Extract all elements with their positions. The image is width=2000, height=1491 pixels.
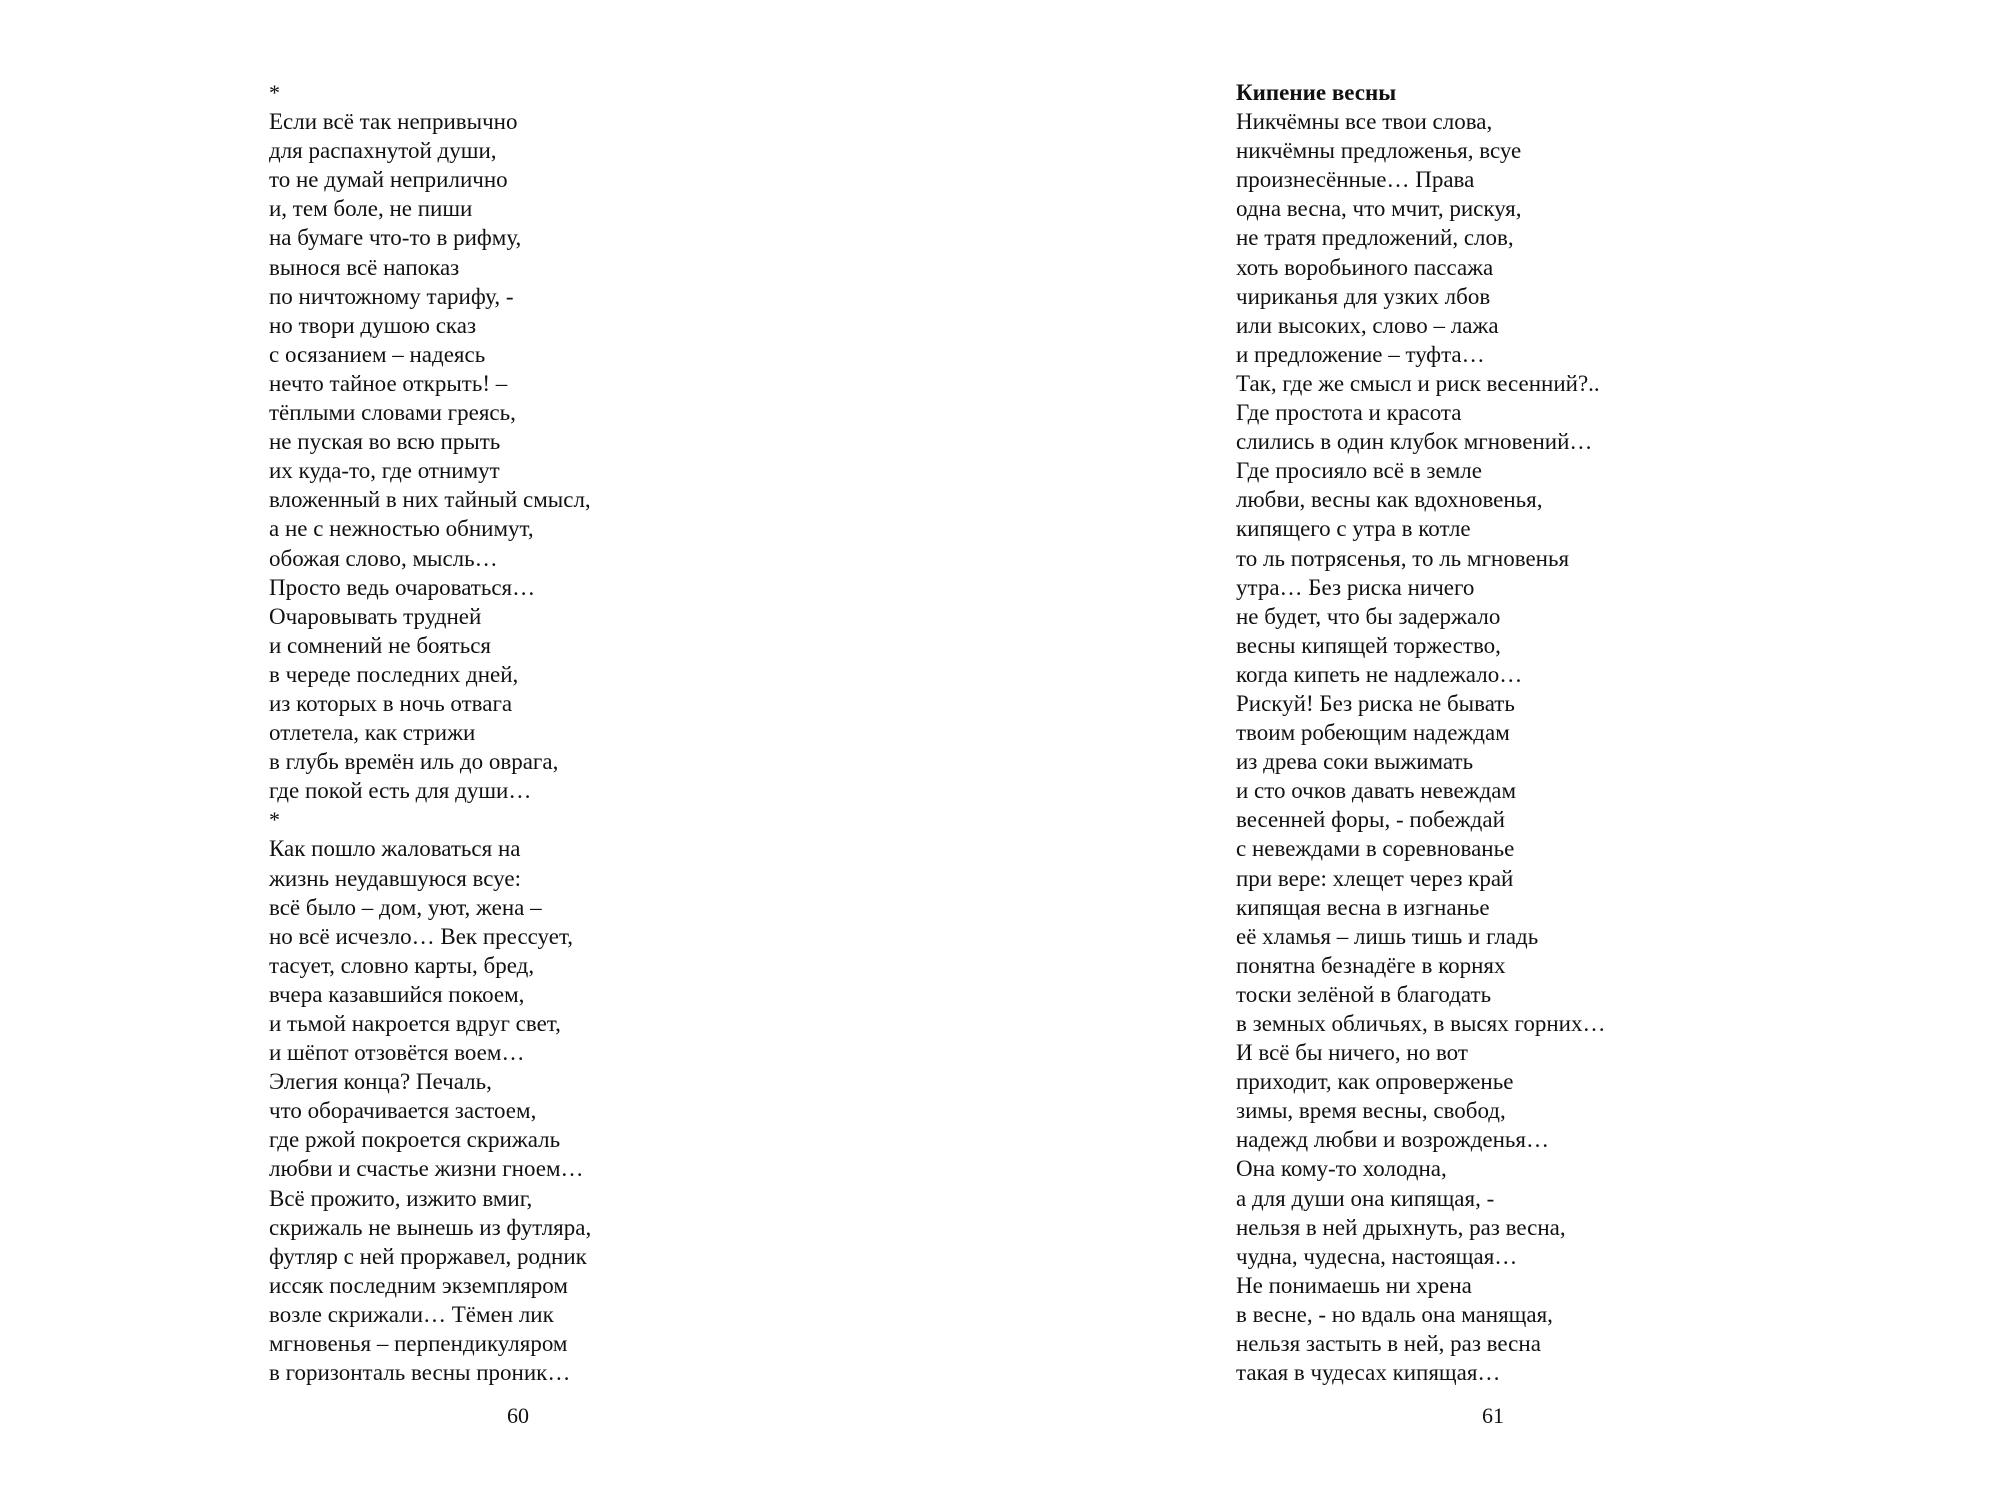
poem-line: любви и счастье жизни гноем…: [269, 1156, 584, 1182]
poem-line: Элегия конца? Печаль,: [269, 1069, 492, 1095]
poem-line: Она кому-то холодна,: [1236, 1156, 1447, 1182]
poem-line: или высоких, слово – лажа: [1236, 312, 1499, 338]
poem-line: Рискуй! Без риска не бывать: [1236, 690, 1515, 716]
poem-line: такая в чудесах кипящая…: [1236, 1360, 1501, 1386]
poem-line: хоть воробьиного пассажа: [1236, 254, 1494, 280]
poem-line: Где просияло всё в земле: [1236, 458, 1482, 484]
poem-line: но твори душою сказ: [269, 312, 477, 338]
left-page-text: [269, 78, 591, 1387]
poem-line: весны кипящей торжество,: [1236, 632, 1501, 658]
poem-line: не будет, что бы задержало: [1236, 603, 1501, 629]
poem-line: весенней форы, - побеждай: [1236, 807, 1505, 833]
poem-line: Как пошло жаловаться на: [269, 836, 521, 862]
poem-line: где покой есть для души…: [269, 778, 532, 804]
poem-line: всё было – дом, уют, жена –: [269, 894, 542, 920]
poem-line: утра… Без риска ничего: [1236, 574, 1475, 600]
poem-line: тоски зелёной в благодать: [1236, 981, 1492, 1007]
poem-line: Где простота и красота: [1236, 400, 1462, 426]
page-number: 61: [1482, 1403, 1504, 1428]
poem-line: но всё исчезло… Век прессует,: [269, 923, 574, 949]
poem-line: в весне, - но вдаль она манящая,: [1236, 1301, 1553, 1327]
poem-line: Не понимаешь ни хрена: [1236, 1272, 1472, 1298]
poem-line: Так, где же смысл и риск весенний?..: [1236, 370, 1600, 396]
poem-line: в глубь времён иль до оврага,: [269, 749, 559, 775]
poem-line: Если всё так непривычно: [269, 109, 518, 135]
poem-line: а для души она кипящая, -: [1236, 1185, 1495, 1211]
poem-line: не тратя предложений, слов,: [1236, 225, 1514, 251]
poem-line: жизнь неудавшуюся всуе:: [269, 865, 521, 891]
poem-line: чириканья для узких лбов: [1236, 283, 1491, 309]
poem-line: то не думай неприлично: [269, 167, 508, 193]
poem-line: из которых в ночь отвага: [269, 690, 513, 716]
poem-title: Кипение весны: [1236, 80, 1397, 105]
section-separator: *: [269, 807, 280, 833]
poem-line: возле скрижали… Тёмен лик: [269, 1301, 554, 1327]
poem-line: на бумаге что-то в рифму,: [269, 225, 522, 251]
poem-line: никчёмны предложенья, всуе: [1236, 138, 1522, 164]
poem-line: отлетела, как стрижи: [269, 720, 476, 746]
poem-line: тасует, словно карты, бред,: [269, 952, 535, 978]
poem-line: тёплыми словами греясь,: [269, 400, 516, 426]
poem-line: иссяк последним экземпляром: [269, 1272, 568, 1298]
poem-line: произнесённые… Права: [1236, 167, 1475, 193]
poem-line: зимы, время весны, свобод,: [1236, 1098, 1506, 1124]
poem-line: надежд любви и возрожденья…: [1236, 1127, 1550, 1153]
poem-line: то ль потрясенья, то ль мгновенья: [1236, 545, 1570, 571]
poem-line: кипящая весна в изгнанье: [1236, 894, 1490, 920]
page-number: 60: [507, 1403, 529, 1428]
poem-line: с осязанием – надеясь: [269, 341, 486, 367]
poem-line: чудна, чудесна, настоящая…: [1236, 1243, 1518, 1269]
poem-line: где ржой покроется скрижаль: [269, 1127, 561, 1153]
poem-line: Всё прожито, изжито вмиг,: [269, 1185, 533, 1211]
poem-line: и шёпот отзовётся воем…: [269, 1040, 525, 1066]
left-page: [269, 78, 889, 1458]
poem-line: нечто тайное открыть! –: [269, 370, 508, 396]
right-page-text: [1236, 78, 1605, 1387]
poem-line: вчера казавшийся покоем,: [269, 981, 525, 1007]
poem-line: обожая слово, мысль…: [269, 545, 498, 571]
poem-line: в череде последних дней,: [269, 661, 519, 687]
poem-line: что оборачивается застоем,: [269, 1098, 537, 1124]
poem-line: Просто ведь очароваться…: [269, 574, 536, 600]
poem-line: вложенный в них тайный смысл,: [269, 487, 591, 513]
poem-line: при вере: хлещет через край: [1236, 865, 1514, 891]
poem-line: в горизонталь весны проник…: [269, 1360, 571, 1386]
poem-line: твоим робеющим надеждам: [1236, 720, 1510, 746]
poem-line: скрижаль не вынешь из футляра,: [269, 1214, 592, 1240]
poem-line: для распахнутой души,: [269, 138, 497, 164]
poem-line: вынося всё напоказ: [269, 254, 460, 280]
poem-line: Никчёмны все твои слова,: [1236, 109, 1493, 135]
poem-line: её хламья – лишь тишь и гладь: [1236, 923, 1539, 949]
poem-line: кипящего с утра в котле: [1236, 516, 1471, 542]
poem-line: Очаровывать трудней: [269, 603, 482, 629]
poem-line: не пуская во всю прыть: [269, 429, 501, 455]
poem-line: любви, весны как вдохновенья,: [1236, 487, 1543, 513]
right-page: [1236, 78, 1856, 1458]
poem-line: а не с нежностью обнимут,: [269, 516, 534, 542]
poem-line: с невеждами в соревнованье: [1236, 836, 1515, 862]
poem-line: И всё бы ничего, но вот: [1236, 1040, 1468, 1066]
poem-line: в земных обличьях, в высях горних…: [1236, 1011, 1606, 1036]
poem-line: слились в один клубок мгновений…: [1236, 429, 1593, 455]
poem-line: футляр с ней проржавел, родник: [269, 1243, 587, 1269]
poem-line: понятна безнадёге в корнях: [1236, 952, 1506, 978]
poem-line: одна весна, что мчит, рискуя,: [1236, 196, 1522, 222]
poem-line: и сомнений не бояться: [269, 632, 492, 658]
poem-line: нельзя застыть в ней, раз весна: [1236, 1331, 1541, 1357]
poem-line: и предложение – туфта…: [1236, 341, 1485, 367]
poem-line: мгновенья – перпендикуляром: [269, 1331, 568, 1357]
poem-line: приходит, как опроверженье: [1236, 1069, 1514, 1095]
poem-line: нельзя в ней дрыхнуть, раз весна,: [1236, 1214, 1566, 1240]
poem-line: их куда-то, где отнимут: [269, 458, 500, 484]
poem-line: и сто очков давать невеждам: [1236, 778, 1517, 804]
poem-line: и тьмой накроется вдруг свет,: [269, 1011, 561, 1036]
poem-line: и, тем боле, не пиши: [269, 196, 473, 222]
poem-line: по ничтожному тарифу, -: [269, 283, 514, 309]
poem-line: из древа соки выжимать: [1236, 749, 1474, 775]
section-separator: *: [269, 80, 280, 105]
poem-line: когда кипеть не надлежало…: [1236, 661, 1523, 687]
